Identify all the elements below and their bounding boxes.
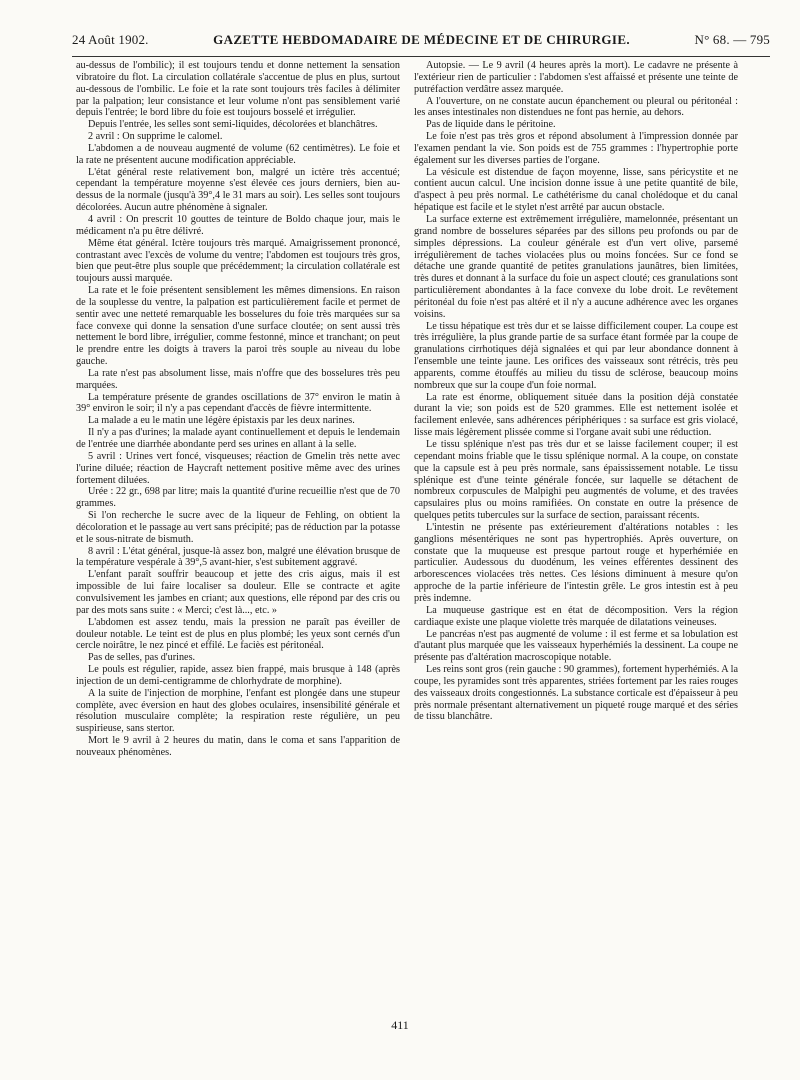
paragraph: La température présente de grandes oscillations de 37° environ le matin à 39° environ le soir; il n'y a pas cependant d'accès de fièvre intermittente. xyxy=(76,391,400,415)
paragraph: Pas de selles, pas d'urines. xyxy=(88,652,196,664)
paragraph: La rate n'est pas absolument lisse, mais n'offre que des bosselures très peu marquées. xyxy=(76,367,400,391)
issue-date: 24 Août 1902. xyxy=(72,32,149,47)
paragraph: au-dessus de l'ombilic); il est toujours tendu et donne nettement la sensation vibratoire du flot. La circulation collatérale s'accentue de plus en plus, surtout au-dessous de l'ombilic. Le foie et la rate sont toujours très faciles à délimiter par la palpation; leur consistance et leur volume n'ont pas sensiblement varié depuis l'entrée; le bord libre du foie est toujours bosselé et irrégulier. xyxy=(76,60,400,119)
paragraph: La malade a eu le matin une légère épistaxis par les deux narines. xyxy=(88,415,355,427)
paragraph: 8 avril : L'état général, jusque-là assez bon, malgré une élévation brusque de la température vespérale à 39°,5 avant-hier, s'est subitement aggravé. xyxy=(76,545,400,569)
paragraph: Le tissu splénique n'est pas très dur et se laisse facilement couper; il est cependant moins friable que le tissu splénique normal. A la coupe, on constate que la capsule est à peu près normale, sans épaississement notable. Le tissu splénique est d'une teinte générale foncée, sur laquelle se détachent de nombreux corpuscules de Malpighi peu augmentés de volume, et des travées capsulaires plus ou moins ramifiées. On constate en outre la présence de quelques petits tubercules sur la surface de section, paraissant récents. xyxy=(414,439,738,522)
paragraph: Il n'y a pas d'urines; la malade ayant continuellement et depuis le lendemain de l'entrée une diarrhée abondante perd ses urines en allant à la selle. xyxy=(76,427,400,450)
page-number: 411 xyxy=(391,1018,409,1032)
paragraph: 4 avril : On prescrit 10 gouttes de teinture de Boldo chaque jour, mais le médicament n'a pu être délivré. xyxy=(76,213,400,237)
paragraph: Pas de liquide dans le péritoine. xyxy=(426,119,556,131)
paragraph: Le pouls est régulier, rapide, assez bien frappé, mais brusque à 148 (après injection de un demi-centigramme de chlorhydrate de morphine). xyxy=(76,664,400,687)
paragraph: Si l'on recherche le sucre avec de la liqueur de Fehling, on obtient la décoloration et le passage au vert sans précipité; pas de réduction par la potasse et le sous-nitrate de bismuth. xyxy=(76,510,400,545)
paragraph: Le tissu hépatique est très dur et se laisse difficilement couper. La coupe est très irrégulière, la plus grande partie de sa surface étant formée par la coupe de granulations cirrhotiques déjà signalées et qui par leur abondance donnent à l'ensemble une teinte jaune. Les orifices des vaisseaux sont rétrécis, très peu apparents, comme étouffés au milieu du tissu de sclérose, beaucoup moins nombreux que sur la coupe d'un foie normal. xyxy=(414,320,738,391)
paragraph: L'état général reste relativement bon, malgré un ictère très accentué; cependant la température moyenne s'est élevée ces jours derniers, bien au-dessus de la normale (jusqu'à 39°,4 le 31 mars au soir). Les selles sont toujours décolorées. Aucun autre phénomène à signaler. xyxy=(76,166,400,214)
paragraph: 2 avril : On supprime le calomel. xyxy=(88,131,223,143)
left-column xyxy=(76,60,400,759)
paragraph: 5 avril : Urines vert foncé, visqueuses; réaction de Gmelin très nette avec l'urine diluée; réaction de Haycraft nettement positive même avec des urines fortement diluées. xyxy=(76,450,400,486)
paragraph: Depuis l'entrée, les selles sont semi-liquides, décolorées et blanchâtres. xyxy=(88,119,378,131)
paragraph: L'abdomen a de nouveau augmenté de volume (62 centimètres). Le foie et la rate ne présentent aucune modification appréciable. xyxy=(76,142,400,166)
right-column xyxy=(414,60,738,723)
paragraph: L'intestin ne présente pas extérieurement d'altérations notables : les ganglions mésentériques ne sont pas hypertrophiés. Après ouverture, on constate que la muqueuse est presque partout rouge et hyperhémiée en particulier. Audessous du duodénum, les veines efférentes dessinent des arborescences violacées très nettes. Ces lésions diminuent à mesure qu'on approche de la partie inférieure de l'intestin grêle. Le gros intestin est à peu près indemne. xyxy=(414,521,738,604)
paragraph: Mort le 9 avril à 2 heures du matin, dans le coma et sans l'apparition de nouveaux phénomènes. xyxy=(76,735,400,758)
paragraph: Les reins sont gros (rein gauche : 90 grammes), fortement hyperhémiés. A la coupe, les pyramides sont très apparentes, striées fortement par les raies rouges des vaisseaux droits congestionnés. La substance corticale est d'épaisseur à peu près normale présentant alternativement un piqueté rouge marqué et des séries de tissu blanchâtre. xyxy=(414,664,738,723)
paragraph: La vésicule est distendue de façon moyenne, lisse, sans péricystite et ne contient aucun calcul. Une incision donne issue à une petite quantité de bile, d'aspect à peu près normal. Le cathétérisme du canal cholédoque et du canal hépatique est facile et le stylet n'est arrêté par aucun obstacle. xyxy=(414,166,738,214)
paragraph: Le foie n'est pas très gros et répond absolument à l'impression donnée par l'examen pendant la vie. Son poids est de 755 grammes : l'hypertrophie porte également sur les diverses parties de l'organe. xyxy=(414,131,738,166)
paragraph: Le pancréas n'est pas augmenté de volume : il est ferme et sa lobulation est d'autant plus marquée que les vaisseaux hyperhémiés la dessinent. La coupe ne présente pas d'altération macroscopique notable. xyxy=(414,628,738,664)
paragraph: La rate et le foie présentent sensiblement les mêmes dimensions. En raison de la souplesse du ventre, la palpation est particulièrement facile et permet de sentir avec une netteté remarquable les bosselures du foie très marquées sur sa face convexe qui donne la sensation d'une surface cloutée; on sent aussi très nettement le bord libre, irrégulier, comme festonné, mince et tranchant; on peut le prendre entre les doigts à travers la paroi très souple au niveau du lobe gauche. xyxy=(76,285,400,368)
running-header xyxy=(72,32,770,50)
paragraph: Autopsie. — Le 9 avril (4 heures après la mort). Le cadavre ne présente à l'extérieur rien de particulier : l'abdomen s'est affaissé et présente une teinte de putréfaction verdâtre assez marquée. xyxy=(414,60,738,95)
paragraph: A la suite de l'injection de morphine, l'enfant est plongée dans une stupeur complète, avec éversion en haut des globes oculaires, insensibilité générale et résolution musculaire complète; la respiration reste régulière, un peu suspirieuse, sans stertor. xyxy=(76,687,400,735)
paragraph: A l'ouverture, on ne constate aucun épanchement ou pleural ou péritonéal : les anses intestinales non distendues ne font pas hernie, au dehors. xyxy=(414,95,738,119)
paragraph: L'abdomen est assez tendu, mais la pression ne paraît pas éveiller de douleur notable. Le teint est de plus en plus plombé; les yeux sont cernés d'un cercle noirâtre, le nez pincé et effilé. Le faciès est péritonéal. xyxy=(76,616,400,652)
journal-title: GAZETTE HEBDOMADAIRE DE MÉDECINE ET DE CHIRURGIE. xyxy=(213,32,631,47)
issue-number: N° 68. — 795 xyxy=(694,32,770,47)
paragraph: La surface externe est extrêmement irrégulière, mamelonnée, présentant un grand nombre de bosselures séparées par des sillons peu profonds ou par de simples dépressions. La couleur générale est d'un vert olive, parsemé irrégulièrement de taches violacées plus ou moins foncées. Sur ce fond se détache une grande quantité de petites granulations jaunâtres, bien limitées, très dures et donnant à la surface du foie un aspect clouté; ces granulations sont particulièrement abondantes à la face convexe du lobe droit. Le revêtement péritonéal du foie n'est pas altéré et il n'y a aucune adhérence avec les organes voisins. xyxy=(414,213,738,320)
paragraph: La muqueuse gastrique est en état de décomposition. Vers la région cardiaque existe une plaque violette très marquée de dilatations veineuses. xyxy=(414,604,738,628)
paragraph: Urée : 22 gr., 698 par litre; mais la quantité d'urine recueillie n'est que de 70 grammes. xyxy=(76,486,400,510)
paragraph: La rate est énorme, obliquement située dans la position déjà constatée durant la vie; son poids est de 520 grammes. Elle est nettement isolée et facilement enlevée, sans adhérences périphériques : sa surface est gris violacé, lisse mais légèrement plissée comme si l'organe avait subi une réduction. xyxy=(414,391,738,439)
paragraph: Même état général. Ictère toujours très marqué. Amaigrissement prononcé, contrastant avec l'excès de volume du ventre; l'abdomen est toujours très gros, bien que peut-être plus souple que précédemment; la circulation collatérale est toujours aussi marquée. xyxy=(76,237,400,285)
header-rule xyxy=(72,56,770,57)
paragraph: L'enfant paraît souffrir beaucoup et jette des cris aigus, mais il est impossible de lui faire localiser sa douleur. Elle se contracte et agite convulsivement les jambes en criant; aux questions, elle répond par des cris ou par des mots sans suite : « Merci; c'est là..., etc. » xyxy=(76,569,400,616)
